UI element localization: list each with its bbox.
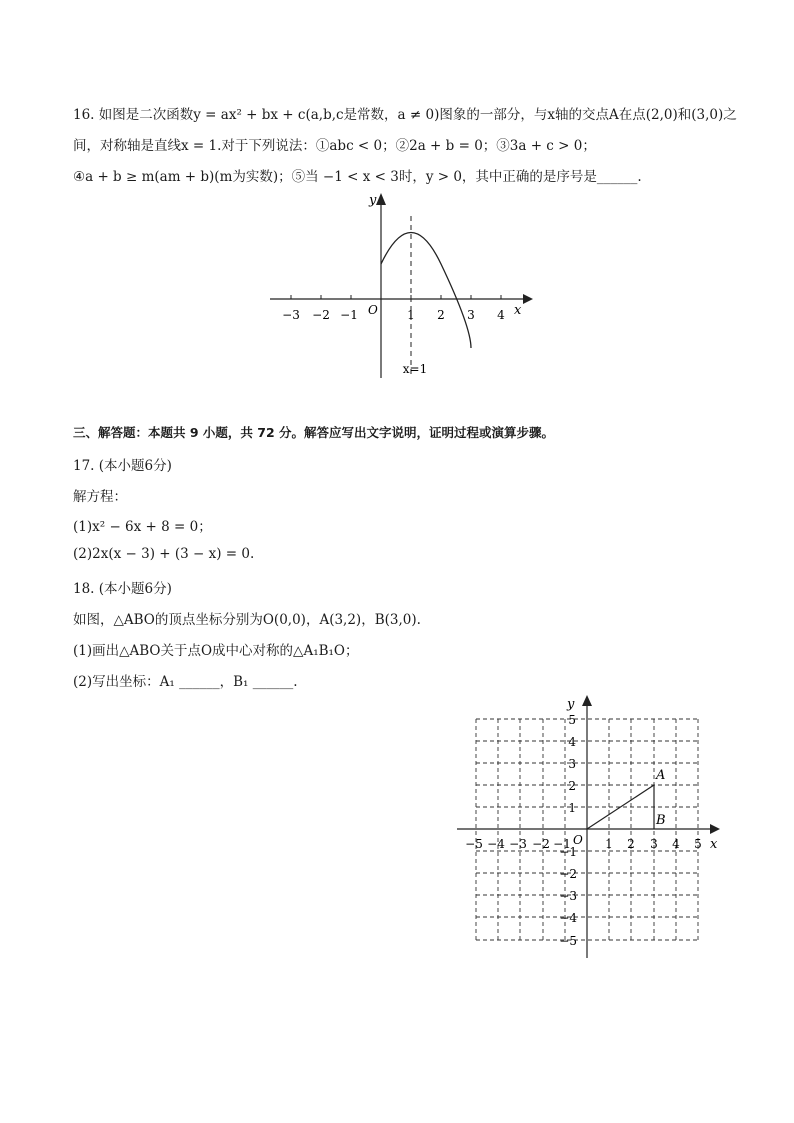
y-tick-label: −2 [559, 867, 577, 881]
y-tick-label: 4 [568, 735, 576, 749]
parabola-curve [381, 233, 471, 349]
x-tick-label: 5 [694, 837, 702, 851]
q17-part-1: (1)x² − 6x + 8 = 0； [73, 519, 212, 535]
q17-title: 17. (本小题6分) [73, 458, 172, 474]
x-tick-label: −3 [282, 308, 300, 322]
y-tick-label: −3 [559, 889, 577, 903]
q17-part-2: (2)2x(x − 3) + (3 − x) = 0. [73, 546, 255, 562]
x-tick-label: 1 [407, 308, 415, 322]
x-axis-label: x [514, 303, 522, 318]
symmetry-axis-label: x=1 [402, 362, 428, 376]
q18-line-2: (1)画出△ABO关于点O成中心对称的△A₁B₁O； [73, 643, 359, 659]
y-tick-label: −5 [559, 934, 577, 948]
y-tick-label: 5 [568, 713, 576, 727]
x-tick-label: 3 [467, 308, 475, 322]
x-tick-label: 1 [605, 837, 613, 851]
x-tick-label: −2 [532, 837, 550, 851]
y-axis-arrow [376, 193, 386, 205]
x-axis-label: x [710, 837, 718, 852]
y-tick-label: 3 [568, 757, 576, 771]
x-tick-label: −1 [340, 308, 358, 322]
x-tick-label: −5 [465, 837, 483, 851]
x-tick-label: −1 [553, 837, 571, 851]
q16-line-3: ④a + b ≥ m(am + b)(m为实数)；⑤当 −1 < x < 3时，y > 0，其中正确的是序号是______. [73, 169, 642, 185]
x-tick-label: 2 [437, 308, 445, 322]
x-tick-label: 2 [627, 837, 635, 851]
x-axis-arrow [523, 294, 533, 304]
x-tick-label: 3 [650, 837, 658, 851]
x-tick-label: 4 [497, 308, 505, 322]
point-b-label: B [656, 813, 666, 828]
q16-line-2: 间，对称轴是直线x = 1.对于下列说法：①abc < 0；②2a + b = 0；③3a + c > 0； [73, 138, 596, 154]
q17-prompt: 解方程： [73, 489, 127, 505]
y-tick-label: 1 [568, 801, 576, 815]
y-axis-label: y [567, 697, 575, 712]
y-tick-label: 2 [568, 779, 576, 793]
x-tick-label: −3 [509, 837, 527, 851]
y-tick-label: −1 [559, 845, 577, 859]
section-3-heading: 三、解答题：本题共 9 小题，共 72 分。解答应写出文字说明，证明过程或演算步骤。 [73, 425, 555, 440]
q18-title: 18. (本小题6分) [73, 581, 172, 597]
y-axis-arrow [582, 695, 592, 706]
x-axis-arrow [710, 824, 720, 834]
x-tick-marks [291, 295, 501, 299]
y-axis-label: y [369, 193, 377, 208]
q18-line-3: (2)写出坐标：A₁ ______，B₁ ______. [73, 674, 298, 690]
y-tick-label: −4 [559, 911, 577, 925]
q18-line-1: 如图，△ABO的顶点坐标分别为O(0,0)，A(3,2)，B(3,0). [73, 612, 421, 628]
x-tick-label: 4 [672, 837, 680, 851]
q16-line-1: 16. 如图是二次函数y = ax² + bx + c(a,b,c是常数，a ≠ 0)图象的一部分，与x轴的交点A在点(2,0)和(3,0)之 [73, 107, 737, 123]
x-tick-label: −2 [312, 308, 330, 322]
origin-label: O [573, 833, 583, 847]
x-tick-label: −4 [487, 837, 505, 851]
parabola-graph [265, 188, 535, 383]
point-a-label: A [656, 768, 666, 783]
coordinate-grid [450, 690, 730, 965]
origin-label: O [368, 303, 378, 317]
